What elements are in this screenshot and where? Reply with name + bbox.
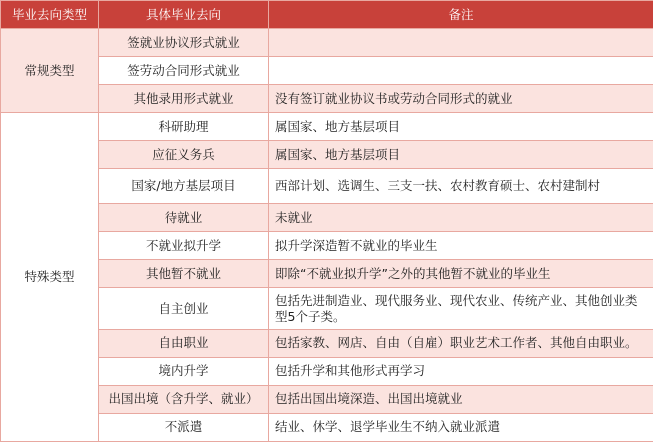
table-row <box>1 260 653 288</box>
destination-cell: 出国出境（含升学、就业） <box>99 385 269 413</box>
destination-cell: 待就业 <box>99 204 269 232</box>
destination-cell: 科研助理 <box>99 113 269 141</box>
note-cell: 包括家教、网店、自由（自雇）职业艺术工作者、其他自由职业。 <box>269 329 653 357</box>
note-cell: 属国家、地方基层项目 <box>269 141 653 169</box>
destination-cell: 签劳动合同形式就业 <box>99 57 269 85</box>
destination-cell: 自由职业 <box>99 329 269 357</box>
table-row <box>1 29 653 57</box>
table-row <box>1 329 653 357</box>
note-cell: 包括出国出境深造、出国出境就业 <box>269 385 653 413</box>
table-row <box>1 141 653 169</box>
destination-cell: 自主创业 <box>99 288 269 330</box>
table-row <box>1 288 653 330</box>
note-cell <box>269 29 653 57</box>
note-cell: 未就业 <box>269 204 653 232</box>
destination-cell: 其他录用形式就业 <box>99 85 269 113</box>
category-cell: 特殊类型 <box>1 113 99 442</box>
table-row <box>1 413 653 441</box>
note-cell: 即除“不就业拟升学”之外的其他暂不就业的毕业生 <box>269 260 653 288</box>
destination-cell: 不就业拟升学 <box>99 232 269 260</box>
header-destination: 具体毕业去向 <box>99 1 269 29</box>
table-row <box>1 385 653 413</box>
destination-cell: 应征义务兵 <box>99 141 269 169</box>
table-row <box>1 57 653 85</box>
note-cell: 属国家、地方基层项目 <box>269 113 653 141</box>
header-note: 备注 <box>269 1 653 29</box>
header-category: 毕业去向类型 <box>1 1 99 29</box>
note-cell: 没有签订就业协议书或劳动合同形式的就业 <box>269 85 653 113</box>
category-cell: 常规类型 <box>1 29 99 113</box>
note-cell: 结业、休学、退学毕业生不纳入就业派遣 <box>269 413 653 441</box>
note-cell: 包括先进制造业、现代服务业、现代农业、传统产业、其他创业类型5个子类。 <box>269 288 653 330</box>
destination-cell: 其他暂不就业 <box>99 260 269 288</box>
table-row <box>1 204 653 232</box>
table-row <box>1 232 653 260</box>
destination-cell: 境内升学 <box>99 357 269 385</box>
note-cell: 包括升学和其他形式再学习 <box>269 357 653 385</box>
table-row <box>1 85 653 113</box>
destination-cell: 不派遣 <box>99 413 269 441</box>
note-cell <box>269 57 653 85</box>
table-header-row <box>1 1 653 29</box>
destination-cell: 签就业协议形式就业 <box>99 29 269 57</box>
table-row <box>1 113 653 141</box>
table-row <box>1 357 653 385</box>
note-cell: 拟升学深造暂不就业的毕业生 <box>269 232 653 260</box>
note-cell: 西部计划、选调生、三支一扶、农村教育硕士、农村建制村 <box>269 169 653 204</box>
table-row <box>1 169 653 204</box>
destination-cell: 国家/地方基层项目 <box>99 169 269 204</box>
